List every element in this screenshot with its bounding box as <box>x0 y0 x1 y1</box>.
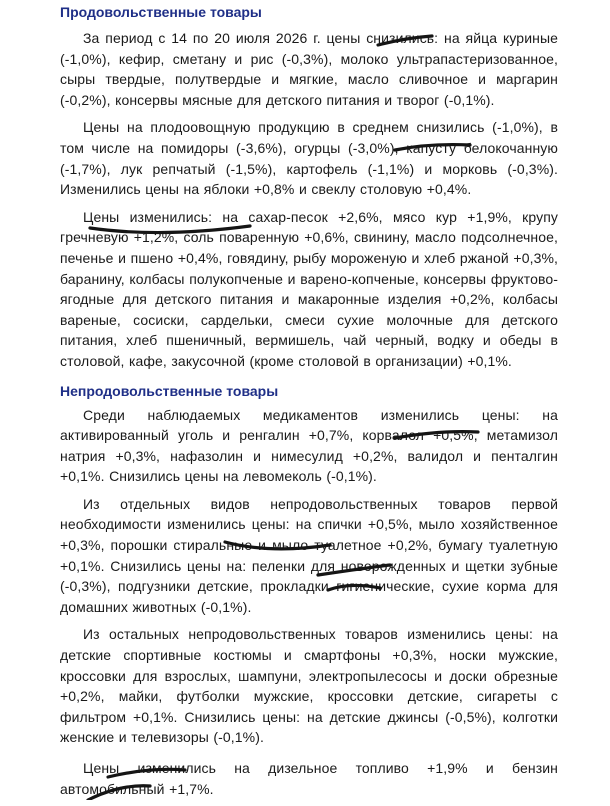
section-heading-food: Продовольственные товары <box>60 4 262 20</box>
document-page <box>60 0 558 806</box>
paragraph-food-price-changes: Цены изменились: на сахар-песок +2,6%, мясо кур +1,9%, крупу гречневую +1,2%, соль поваренную +0,6%, свинину, масло подсолнечное, печенье и пшено +0,4%, говядину, рыбу мороженую и хлеб ржаной +0,3%, баранину, колбасы полукопченые и варено-копченые, консервы фруктово-ягодные для детского питания и макаронные изделия +0,2%, колбасы вареные, сосиски, сардельки, смеси сухие молочные для детского питания, хлеб пшеничный, вермишель, чай черный, водку и обеды в столовой, кафе, закусочной (кроме столовой в организации) +0,1%. <box>60 208 558 369</box>
section-heading-nonfood: Непродовольственные товары <box>60 382 279 399</box>
paragraph-medicines: Среди наблюдаемых медикаментов изменились цены: на активированный уголь и ренгалин +0,7%, корвалол +0,5%, метамизол натрия +0,3%, нафазолин и нимесулид +0,2%, валидол и пенталгин +0,1%. Снизились цены на левомеколь (-0,1%). <box>60 406 558 485</box>
paragraph-other-nonfood: Из остальных непродовольственных товаров изменились цены: на детские спортивные костюмы и смартфоны +0,3%, носки мужские, кроссовки для взрослых, шампуни, электропылесосы и доски обрезные +0,2%, майки, футболки мужские, кроссовки детские, сигареты с фильтром +0,1%. Снизились цены: на детские джинсы (-0,5%), колготки женские и телевизоры (-0,1%). <box>60 626 558 746</box>
paragraph-fuel: Цены изменились на дизельное топливо +1,9% и бензин автомобильный +1,7%. <box>60 760 558 797</box>
paragraph-fruit-vegetables: Цены на плодоовощную продукцию в среднем снизились (-1,0%), в том числе на помидоры (-3,6%), огурцы (-3,0%), капусту белокочанную (-1,7%), лук репчатый (-1,5%), картофель (-1,1%) и морковь (-0,3%). Изменились цены на яблоки +0,8% и свеклу столовую +0,4%. <box>60 119 558 198</box>
paragraph-essential-goods: Из отдельных видов непродовольственных товаров первой необходимости изменились цены: на спички +0,5%, мыло хозяйственное +0,3%, порошки стиральные и мыло туалетное +0,2%, бумагу туалетную +0,1%. Снизились цены на: пеленки для новорожденных и щетки зубные (-0,3%), подгузники детские, прокладки гигиенические, сухие корма для домашних животных (-0,1%). <box>60 495 558 615</box>
paragraph-food-price-decrease: За период с 14 по 20 июля 2026 г. цены снизились: на яйца куриные (-1,0%), кефир, сметану и рис (-0,3%), молоко ультрапастеризованное, сыры твердые, полутвердые и мягкие, масло сливочное и маргарин (-0,2%), консервы мясные для детского питания и творог (-0,1%). <box>60 30 558 108</box>
